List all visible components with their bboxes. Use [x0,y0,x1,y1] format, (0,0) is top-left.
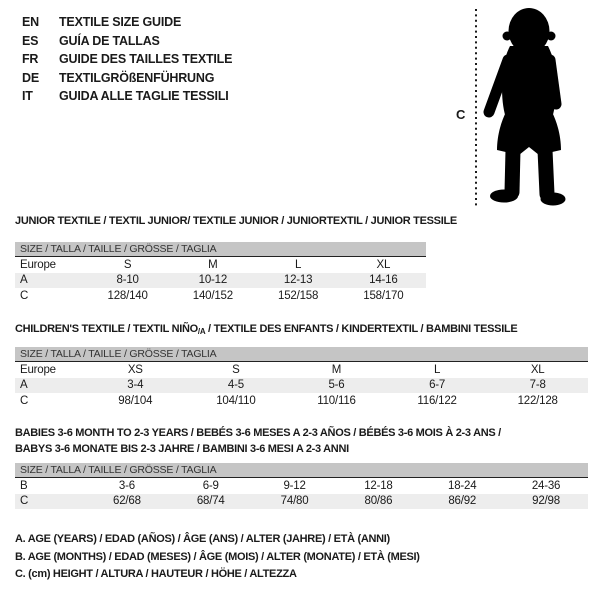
language-code: FR [22,52,39,67]
table-cell: 92/98 [532,495,560,508]
table-cell: 140/152 [192,289,233,302]
row-label: A [20,379,28,392]
table-cell: 6-7 [429,379,446,392]
language-label: TEXTILGRÖßENFÜHRUNG [59,70,215,85]
table-cell: 152/158 [278,289,319,302]
table-row-age [15,273,426,289]
footnote-b: B. AGE (MONTHS) / EDAD (MESES) / ÂGE (MOIS) / ALTER (MONATE) / ETÀ (MESI) [15,550,420,563]
language-row [22,87,232,106]
language-code: DE [22,70,39,85]
table-cell: 9-12 [283,479,306,492]
row-label: C [20,289,29,302]
table-cell: 14-16 [369,274,398,287]
size-header-bar: SIZE / TALLA / TAILLE / GRÖSSE / TAGLIA [15,242,426,257]
row-label: A [20,274,28,287]
table-cell: 12-18 [364,479,393,492]
table-cell: 80/86 [364,495,393,508]
table-cell: 18-24 [448,479,477,492]
table-cell: S [232,363,240,376]
table-row-age [15,378,588,394]
table-cell: 6-9 [202,479,219,492]
table-cell: 3-4 [127,379,144,392]
section-title-children-subscript: /A [197,327,206,336]
table-row-height [15,494,588,510]
table-cell: 7-8 [529,379,546,392]
table-cell: M [208,258,218,271]
section-title-children-part2: / TEXTILE DES ENFANTS / KINDERTEXTIL / BAMBINI TESSILE [205,323,518,335]
section-title-babies-line2: BABYS 3-6 MONATE BIS 2-3 JAHRE / BAMBINI 3-6 MESI A 2-3 ANNI [15,443,349,455]
footnote-c: C. (cm) HEIGHT / ALTURA / HAUTEUR / HÖHE / ALTEZZA [15,568,297,580]
language-row [22,69,232,88]
table-cell: 104/110 [216,394,256,407]
table-cell: XL [530,363,545,376]
section-title-babies [15,425,501,457]
table-row-europe [15,362,588,378]
table-cell: 3-6 [118,479,135,492]
section-title-babies-line1: BABIES 3-6 MONTH TO 2-3 YEARS / BEBÉS 3-6 MESES A 2-3 AÑOS / BÉBÉS 3-6 MOIS À 2-3 ANS / [15,427,501,439]
table-cell: 24-36 [531,479,561,492]
height-measure-figure [440,0,600,215]
table-cell: 116/122 [417,394,457,407]
language-label: GUIDE DES TAILLES TEXTILE [59,52,233,67]
table-cell: L [295,258,302,271]
row-label: C [20,495,29,508]
table-cell: 4-5 [227,379,244,392]
table-cell: 62/68 [113,495,141,508]
height-label-c: C [456,107,466,122]
size-table-junior [15,242,426,304]
row-label: Europe [20,363,56,376]
table-cell: XS [127,363,143,376]
table-cell: 122/128 [517,394,558,407]
table-cell: 74/80 [280,495,309,508]
size-table-children [15,347,588,409]
table-cell: 8-10 [116,274,139,287]
language-label: GUÍA DE TALLAS [59,33,160,48]
language-label: GUIDA ALLE TAGLIE TESSILI [59,89,229,104]
table-cell: 86/92 [448,495,477,508]
table-cell: 98/104 [118,394,153,407]
language-code: IT [22,89,33,104]
language-code: EN [22,15,39,29]
row-label: C [20,394,29,407]
language-label: TEXTILE SIZE GUIDE [59,15,182,29]
baby-silhouette-icon [489,8,566,206]
row-label: Europe [20,258,56,271]
size-header-bar: SIZE / TALLA / TAILLE / GRÖSSE / TAGLIA [15,463,588,478]
row-label: B [20,479,28,492]
table-cell: S [123,258,132,271]
language-row [22,32,232,51]
table-cell: 68/74 [196,495,225,508]
size-table-babies [15,463,588,509]
footnote-a: A. AGE (YEARS) / EDAD (AÑOS) / ÂGE (ANS) / ALTER (JAHRE) / ETÀ (ANNI) [15,533,390,545]
table-row-months [15,478,588,494]
language-list [22,13,232,106]
table-row-height [15,393,588,409]
table-cell: 12-13 [283,274,313,287]
table-cell: L [433,363,441,376]
table-cell: 128/140 [107,289,148,302]
table-cell: XL [376,258,391,271]
table-cell: 10-12 [198,274,228,287]
language-code: ES [22,33,39,48]
section-title-children-part1: CHILDREN'S TEXTILE / TEXTIL NIÑO [15,323,198,335]
language-row [22,13,232,32]
language-row [22,50,232,69]
footnotes [15,531,420,584]
table-cell: 110/116 [317,394,356,407]
table-row-height [15,288,426,304]
size-header-bar: SIZE / TALLA / TAILLE / GRÖSSE / TAGLIA [15,347,588,362]
table-cell: M [331,363,342,376]
section-title-junior: JUNIOR TEXTILE / TEXTIL JUNIOR/ TEXTILE JUNIOR / JUNIORTEXTIL / JUNIOR TESSILE [15,215,457,227]
table-cell: 158/170 [363,289,404,302]
table-cell: 5-6 [328,379,345,392]
table-row-europe [15,257,426,273]
section-title-children [15,323,517,335]
